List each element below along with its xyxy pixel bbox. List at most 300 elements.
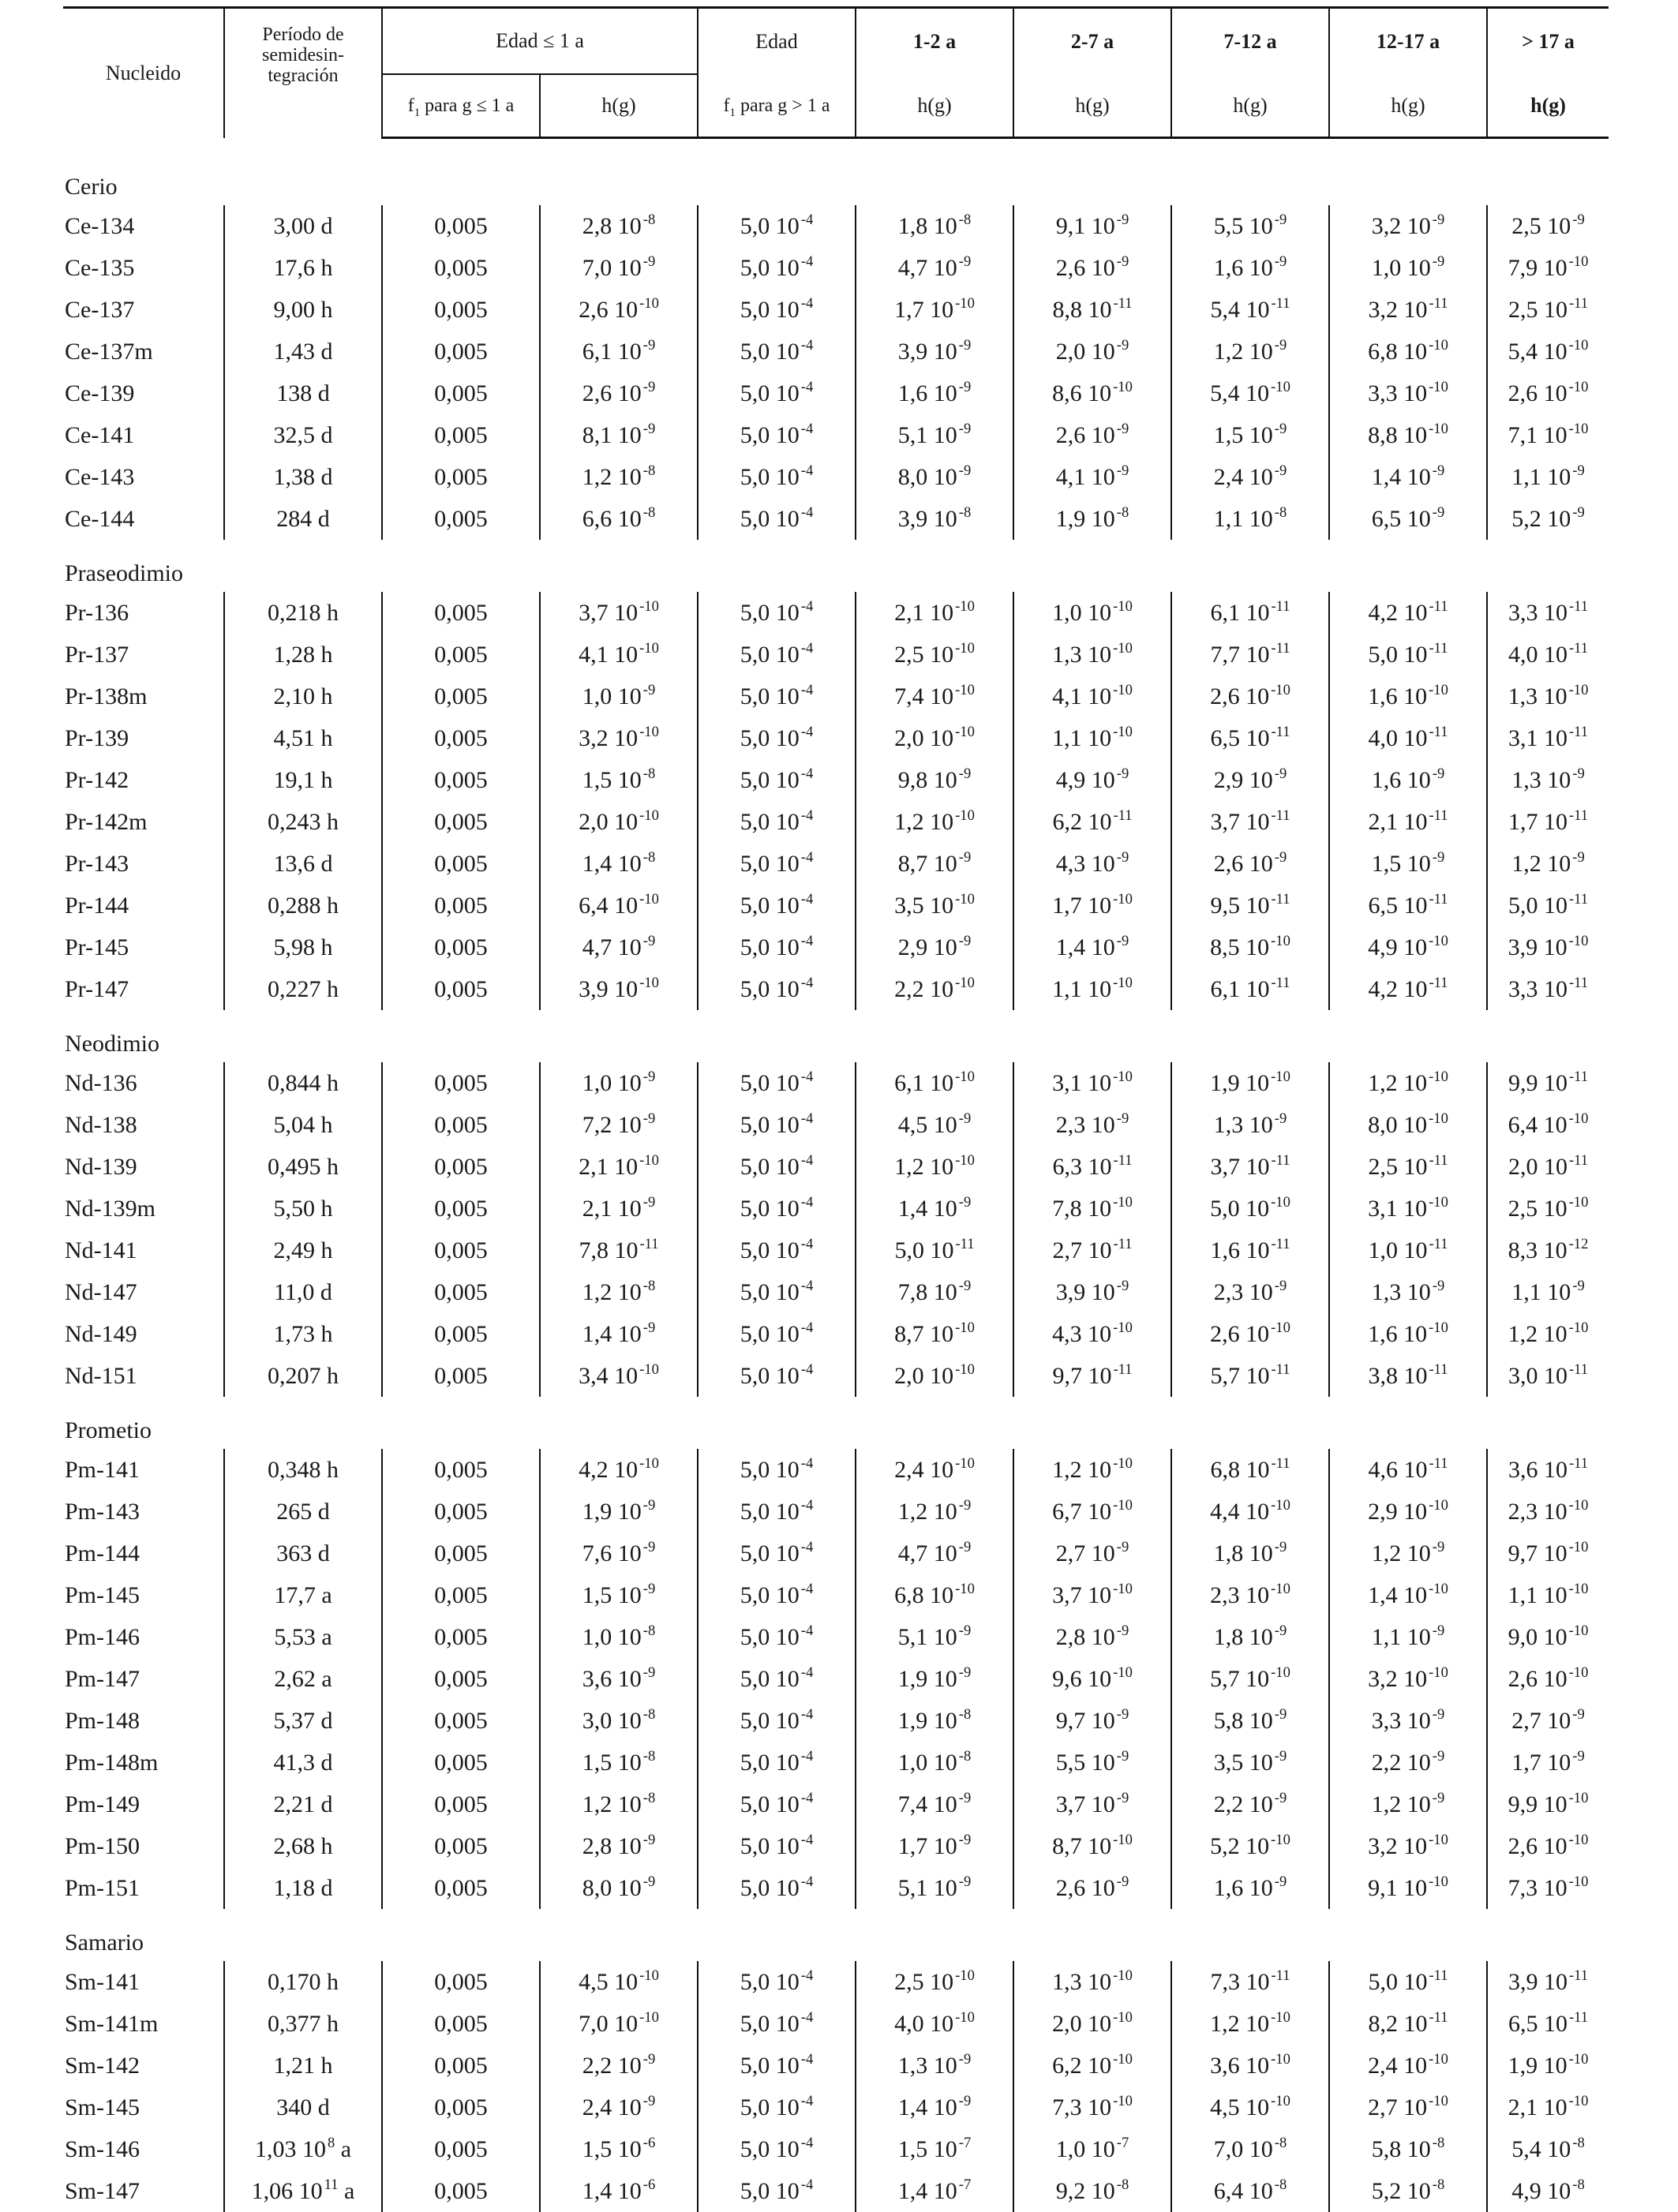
mantissa: 2,8 bbox=[1056, 1624, 1086, 1650]
exponent: -4 bbox=[801, 765, 814, 782]
mantissa: 1,2 bbox=[582, 1279, 612, 1305]
cell-half-life bbox=[224, 1574, 382, 1616]
mantissa: 1,0 bbox=[582, 1624, 612, 1650]
cell-hg-gt17: 5,4 10 $^{-8}$ bbox=[1487, 2128, 1609, 2170]
exponent: -4 bbox=[801, 1581, 814, 1597]
cell-f1-adult: 5,0 10 $^{-4}$ bbox=[698, 1491, 856, 1533]
cell-hg-2-7: 6,3 10 $^{-11}$ bbox=[1013, 1146, 1171, 1188]
mantissa: 5,0 bbox=[740, 1112, 770, 1138]
mantissa: 1,0 bbox=[582, 1070, 612, 1096]
exponent: -11 bbox=[1569, 295, 1588, 312]
cell-hg-1-2: 2,0 10 $^{-10}$ bbox=[856, 717, 1013, 759]
cell-hg-2-7: 1,7 10 $^{-10}$ bbox=[1013, 885, 1171, 926]
cell-hg-infant: 1,5 10 $^{-6}$ bbox=[540, 2128, 698, 2170]
cell-nucleido: Nd-141 bbox=[63, 1230, 224, 1271]
mantissa: 8,0 bbox=[1368, 1112, 1398, 1138]
mantissa: 2,8 bbox=[582, 1833, 612, 1859]
cell-f1-adult: 5,0 10 $^{-4}$ bbox=[698, 2170, 856, 2212]
mantissa: 1,6 bbox=[1214, 1875, 1244, 1901]
mantissa: 9,1 bbox=[1056, 213, 1086, 239]
mantissa: 2,5 bbox=[894, 642, 924, 668]
exponent: -10 bbox=[955, 1361, 975, 1378]
mantissa: 5,0 bbox=[740, 255, 770, 281]
cell-hg-2-7: 4,3 10 $^{-9}$ bbox=[1013, 843, 1171, 885]
cell-f1-adult: 5,0 10 $^{-4}$ bbox=[698, 1188, 856, 1230]
cell-half-life bbox=[224, 1449, 382, 1491]
cell-half-life bbox=[224, 1658, 382, 1700]
group-row bbox=[63, 540, 1609, 592]
cell-nucleido: Sm-146 bbox=[63, 2128, 224, 2170]
group-row bbox=[63, 1909, 1609, 1961]
cell-f1-infant: 0,005 bbox=[382, 1355, 540, 1397]
cell-hg-gt17: 3,9 10 $^{-11}$ bbox=[1487, 1961, 1609, 2003]
cell-f1-adult: 5,0 10 $^{-4}$ bbox=[698, 885, 856, 926]
cell-f1-infant: 0,005 bbox=[382, 1867, 540, 1909]
mantissa: 2,6 bbox=[1508, 1666, 1538, 1692]
cell-f1-adult: 5,0 10 $^{-4}$ bbox=[698, 498, 856, 540]
cell-hg-gt17: 9,9 10 $^{-11}$ bbox=[1487, 1062, 1609, 1104]
mantissa: 6,8 bbox=[1210, 1457, 1240, 1483]
mantissa: 1,4 bbox=[582, 851, 612, 877]
mantissa: 2,0 bbox=[1508, 1154, 1538, 1180]
cell-hg-infant: 8,1 10 $^{-9}$ bbox=[540, 414, 698, 456]
mantissa: 2,5 bbox=[1508, 297, 1538, 323]
mantissa: 9,2 bbox=[1056, 2178, 1086, 2204]
exponent: -9 bbox=[1117, 211, 1129, 228]
mantissa: 5,0 bbox=[740, 893, 770, 919]
mantissa: 2,6 bbox=[1508, 1833, 1538, 1859]
mantissa: 1,6 bbox=[1368, 1321, 1398, 1347]
cell-hg-12-17: 3,1 10 $^{-10}$ bbox=[1329, 1188, 1487, 1230]
cell-f1-infant: 0,005 bbox=[382, 843, 540, 885]
mantissa: 1,4 bbox=[1056, 934, 1086, 960]
cell-f1-adult: 5,0 10 $^{-4}$ bbox=[698, 289, 856, 331]
half-life-value: 2,10 h bbox=[274, 683, 333, 709]
exponent: -10 bbox=[1113, 724, 1133, 740]
exponent: -10 bbox=[639, 1967, 659, 1984]
exponent: -11 bbox=[1271, 891, 1290, 908]
exponent: -4 bbox=[801, 211, 814, 228]
exponent: -4 bbox=[801, 891, 814, 908]
exponent: -10 bbox=[1569, 337, 1589, 354]
mantissa: 5,0 bbox=[894, 1237, 924, 1263]
cell-hg-12-17: 1,3 10 $^{-9}$ bbox=[1329, 1271, 1487, 1313]
mantissa: 5,0 bbox=[740, 1457, 770, 1483]
exponent: -9 bbox=[1117, 1278, 1129, 1294]
exponent: -10 bbox=[1429, 1664, 1448, 1681]
cell-f1-adult: 5,0 10 $^{-4}$ bbox=[698, 331, 856, 372]
cell-hg-infant: 7,8 10 $^{-11}$ bbox=[540, 1230, 698, 1271]
mantissa: 6,1 bbox=[1210, 976, 1240, 1002]
cell-half-life bbox=[224, 843, 382, 885]
exponent: -9 bbox=[959, 2051, 972, 2068]
group-row bbox=[63, 1010, 1609, 1062]
exponent: -10 bbox=[1113, 1967, 1133, 1984]
cell-f1-adult: 5,0 10 $^{-4}$ bbox=[698, 1574, 856, 1616]
mantissa: 6,7 bbox=[1052, 1499, 1082, 1525]
cell-hg-1-2: 7,8 10 $^{-9}$ bbox=[856, 1271, 1013, 1313]
table-row bbox=[63, 289, 1609, 331]
cell-nucleido: Pm-143 bbox=[63, 1491, 224, 1533]
cell-f1-infant: 0,005 bbox=[382, 926, 540, 968]
cell-f1-infant: 0,005 bbox=[382, 1188, 540, 1230]
cell-hg-7-12: 2,9 10 $^{-9}$ bbox=[1171, 759, 1329, 801]
exponent: -10 bbox=[1113, 1194, 1133, 1211]
exponent: -11 bbox=[1271, 807, 1290, 824]
exponent: -11 bbox=[1271, 1236, 1290, 1252]
mantissa: 1,0 bbox=[1368, 1237, 1398, 1263]
cell-hg-7-12: 6,5 10 $^{-11}$ bbox=[1171, 717, 1329, 759]
exponent: -9 bbox=[959, 379, 972, 395]
mantissa: 5,0 bbox=[740, 2178, 770, 2204]
mantissa: 4,6 bbox=[1368, 1457, 1398, 1483]
mantissa: 3,8 bbox=[1368, 1363, 1398, 1389]
mantissa: 5,0 bbox=[1368, 642, 1398, 668]
cell-hg-infant: 2,6 10 $^{-9}$ bbox=[540, 372, 698, 414]
mantissa: 1,4 bbox=[898, 2094, 928, 2120]
mantissa: 7,8 bbox=[1052, 1196, 1082, 1222]
mantissa: 2,6 bbox=[1056, 422, 1086, 448]
half-life-value: 17,7 a bbox=[274, 1582, 331, 1608]
cell-hg-infant: 2,4 10 $^{-9}$ bbox=[540, 2087, 698, 2128]
mantissa: 3,7 bbox=[1056, 1791, 1086, 1817]
mantissa: 1,7 bbox=[1508, 809, 1538, 835]
header-f1-gt1: $f_1$ para g > 1 a bbox=[698, 74, 856, 138]
exponent: -11 bbox=[1569, 640, 1588, 657]
cell-hg-2-7: 1,3 10 $^{-10}$ bbox=[1013, 634, 1171, 676]
exponent: -11 bbox=[1429, 1236, 1448, 1252]
mantissa: 6,1 bbox=[1210, 600, 1240, 626]
cell-f1-adult: 5,0 10 $^{-4}$ bbox=[698, 1062, 856, 1104]
exponent: -9 bbox=[1117, 1539, 1129, 1555]
table-row bbox=[63, 247, 1609, 289]
exponent: -8 bbox=[643, 1278, 656, 1294]
cell-hg-gt17: 5,2 10 $^{-9}$ bbox=[1487, 498, 1609, 540]
mantissa: 7,3 bbox=[1210, 1969, 1240, 1995]
exponent: -10 bbox=[955, 598, 975, 615]
cell-hg-7-12: 2,6 10 $^{-9}$ bbox=[1171, 843, 1329, 885]
cell-half-life bbox=[224, 247, 382, 289]
cell-hg-infant: 2,0 10 $^{-10}$ bbox=[540, 801, 698, 843]
exponent: -10 bbox=[1113, 891, 1133, 908]
mantissa: 5,0 bbox=[740, 2094, 770, 2120]
cell-hg-infant: 1,4 10 $^{-8}$ bbox=[540, 843, 698, 885]
cell-hg-2-7: 9,6 10 $^{-10}$ bbox=[1013, 1658, 1171, 1700]
mantissa: 3,9 bbox=[1056, 1279, 1086, 1305]
exponent: -10 bbox=[639, 724, 659, 740]
mantissa: 1,9 bbox=[582, 1499, 612, 1525]
half-life-value: 5,04 h bbox=[274, 1112, 333, 1138]
exponent: -9 bbox=[1117, 253, 1129, 270]
exponent: -10 bbox=[1429, 682, 1448, 698]
cell-hg-12-17: 4,2 10 $^{-11}$ bbox=[1329, 592, 1487, 634]
exponent: -9 bbox=[1433, 1539, 1445, 1555]
half-life-value: 4,51 h bbox=[274, 725, 333, 751]
exponent: -9 bbox=[1433, 1278, 1445, 1294]
cell-hg-infant: 7,0 10 $^{-9}$ bbox=[540, 247, 698, 289]
header-edad: Edad bbox=[698, 8, 856, 75]
half-life-unit: a bbox=[335, 2136, 351, 2162]
cell-nucleido: Pr-136 bbox=[63, 592, 224, 634]
exponent: -11 bbox=[1569, 598, 1588, 615]
exponent: -9 bbox=[959, 933, 972, 949]
cell-hg-infant: 2,6 10 $^{-10}$ bbox=[540, 289, 698, 331]
exponent: -9 bbox=[643, 933, 656, 949]
cell-hg-7-12: 9,5 10 $^{-11}$ bbox=[1171, 885, 1329, 926]
cell-hg-12-17: 5,0 10 $^{-11}$ bbox=[1329, 634, 1487, 676]
cell-hg-infant: 1,5 10 $^{-9}$ bbox=[540, 1574, 698, 1616]
mantissa: 2,6 bbox=[1056, 255, 1086, 281]
exponent: -4 bbox=[801, 975, 814, 991]
cell-hg-1-2: 2,1 10 $^{-10}$ bbox=[856, 592, 1013, 634]
mantissa: 3,6 bbox=[1508, 1457, 1538, 1483]
cell-hg-1-2: 4,7 10 $^{-9}$ bbox=[856, 1533, 1013, 1574]
exponent: -4 bbox=[801, 1319, 814, 1336]
table-row bbox=[63, 1867, 1609, 1909]
header-age-12-17: 12-17 a bbox=[1329, 8, 1487, 75]
cell-nucleido: Sm-141 bbox=[63, 1961, 224, 2003]
exponent: -10 bbox=[1569, 1110, 1589, 1127]
mantissa: 3,0 bbox=[582, 1708, 612, 1734]
mantissa: 6,8 bbox=[1368, 339, 1398, 365]
cell-f1-adult: 5,0 10 $^{-4}$ bbox=[698, 759, 856, 801]
exponent: -9 bbox=[959, 1110, 972, 1127]
mantissa: 3,2 bbox=[1368, 1666, 1398, 1692]
exponent: -9 bbox=[1433, 211, 1445, 228]
mantissa: 3,5 bbox=[894, 893, 924, 919]
mantissa: 5,0 bbox=[1210, 1196, 1240, 1222]
cell-half-life bbox=[224, 1062, 382, 1104]
half-life-value: 3,00 d bbox=[274, 213, 333, 239]
mantissa: 1,2 bbox=[1052, 1457, 1082, 1483]
exponent: -10 bbox=[1569, 1873, 1589, 1890]
mantissa: 3,3 bbox=[1368, 380, 1398, 406]
mantissa: 1,2 bbox=[1214, 339, 1244, 365]
mantissa: 2,6 bbox=[1210, 1321, 1240, 1347]
cell-nucleido: Ce-144 bbox=[63, 498, 224, 540]
cell-f1-adult: 5,0 10 $^{-4}$ bbox=[698, 2087, 856, 2128]
cell-half-life bbox=[224, 498, 382, 540]
mantissa: 2,2 bbox=[894, 976, 924, 1002]
cell-hg-2-7: 3,7 10 $^{-9}$ bbox=[1013, 1783, 1171, 1825]
exponent: -4 bbox=[801, 598, 814, 615]
exponent: -10 bbox=[1429, 2093, 1448, 2109]
mantissa: 2,6 bbox=[1508, 380, 1538, 406]
cell-nucleido: Pr-147 bbox=[63, 968, 224, 1010]
exponent: -9 bbox=[1275, 421, 1287, 437]
half-life-value: 5,50 h bbox=[274, 1196, 333, 1222]
dose-coefficient-table bbox=[63, 6, 1609, 2212]
exponent: -4 bbox=[801, 1706, 814, 1723]
mantissa: 3,7 bbox=[579, 600, 609, 626]
exponent: -9 bbox=[1117, 933, 1129, 949]
exponent: -9 bbox=[1275, 1623, 1287, 1639]
table-row bbox=[63, 2170, 1609, 2212]
mantissa: 1,0 bbox=[1056, 2136, 1086, 2162]
exponent: -4 bbox=[801, 849, 814, 866]
exponent: -4 bbox=[801, 724, 814, 740]
mantissa: 5,0 bbox=[740, 767, 770, 793]
mantissa: 1,2 bbox=[582, 1791, 612, 1817]
cell-hg-1-2: 8,0 10 $^{-9}$ bbox=[856, 456, 1013, 498]
cell-hg-2-7: 1,4 10 $^{-9}$ bbox=[1013, 926, 1171, 968]
exponent: -4 bbox=[801, 337, 814, 354]
header-edad-le1: Edad ≤ 1 a bbox=[382, 8, 698, 75]
cell-f1-adult: 5,0 10 $^{-4}$ bbox=[698, 2003, 856, 2045]
half-life-value: 138 d bbox=[276, 380, 330, 406]
cell-nucleido: Pm-150 bbox=[63, 1825, 224, 1867]
exponent: -9 bbox=[1572, 211, 1585, 228]
exponent: -7 bbox=[1117, 2135, 1129, 2151]
mantissa: 6,5 bbox=[1372, 506, 1402, 532]
mantissa: 2,5 bbox=[1511, 213, 1541, 239]
cell-hg-2-7: 9,1 10 $^{-9}$ bbox=[1013, 205, 1171, 247]
exponent: -9 bbox=[643, 1539, 656, 1555]
mantissa: 1,6 bbox=[1214, 255, 1244, 281]
mantissa: 1,6 bbox=[1368, 683, 1398, 709]
cell-nucleido: Ce-137m bbox=[63, 331, 224, 372]
cell-hg-12-17: 1,2 10 $^{-10}$ bbox=[1329, 1062, 1487, 1104]
mantissa: 5,0 bbox=[740, 213, 770, 239]
table-row bbox=[63, 456, 1609, 498]
exponent: -9 bbox=[1117, 337, 1129, 354]
cell-hg-gt17: 3,0 10 $^{-11}$ bbox=[1487, 1355, 1609, 1397]
cell-hg-1-2: 7,4 10 $^{-9}$ bbox=[856, 1783, 1013, 1825]
cell-hg-7-12: 5,7 10 $^{-10}$ bbox=[1171, 1658, 1329, 1700]
cell-hg-gt17: 2,0 10 $^{-11}$ bbox=[1487, 1146, 1609, 1188]
cell-hg-gt17: 1,2 10 $^{-10}$ bbox=[1487, 1313, 1609, 1355]
cell-hg-7-12: 1,2 10 $^{-9}$ bbox=[1171, 331, 1329, 372]
cell-f1-adult: 5,0 10 $^{-4}$ bbox=[698, 1825, 856, 1867]
cell-hg-2-7: 9,2 10 $^{-8}$ bbox=[1013, 2170, 1171, 2212]
cell-hg-infant: 4,5 10 $^{-10}$ bbox=[540, 1961, 698, 2003]
exponent: -9 bbox=[959, 2093, 972, 2109]
cell-hg-infant: 3,9 10 $^{-10}$ bbox=[540, 968, 698, 1010]
exponent: -11 bbox=[1569, 1361, 1588, 1378]
cell-hg-gt17: 1,2 10 $^{-9}$ bbox=[1487, 843, 1609, 885]
exponent: -10 bbox=[1271, 1497, 1290, 1514]
cell-hg-infant: 1,2 10 $^{-8}$ bbox=[540, 1271, 698, 1313]
cell-nucleido: Nd-138 bbox=[63, 1104, 224, 1146]
mantissa: 1,6 bbox=[1210, 1237, 1240, 1263]
table-row bbox=[63, 1616, 1609, 1658]
cell-half-life bbox=[224, 289, 382, 331]
cell-f1-adult: 5,0 10 $^{-4}$ bbox=[698, 247, 856, 289]
mantissa: 7,4 bbox=[898, 1791, 928, 1817]
cell-nucleido: Pm-145 bbox=[63, 1574, 224, 1616]
mantissa: 7,8 bbox=[579, 1237, 609, 1263]
cell-nucleido: Nd-139 bbox=[63, 1146, 224, 1188]
mantissa: 2,3 bbox=[1210, 1582, 1240, 1608]
mantissa: 2,7 bbox=[1056, 1540, 1086, 1566]
cell-hg-2-7: 2,3 10 $^{-9}$ bbox=[1013, 1104, 1171, 1146]
cell-f1-infant: 0,005 bbox=[382, 2045, 540, 2087]
cell-hg-1-2: 2,4 10 $^{-10}$ bbox=[856, 1449, 1013, 1491]
mantissa: 4,0 bbox=[1508, 642, 1538, 668]
cell-hg-1-2: 1,9 10 $^{-8}$ bbox=[856, 1700, 1013, 1742]
cell-hg-2-7: 3,7 10 $^{-10}$ bbox=[1013, 1574, 1171, 1616]
cell-hg-7-12: 1,6 10 $^{-9}$ bbox=[1171, 1867, 1329, 1909]
exponent: -7 bbox=[959, 2176, 972, 2193]
exponent: -9 bbox=[643, 1664, 656, 1681]
cell-half-life bbox=[224, 634, 382, 676]
cell-hg-gt17: 2,5 10 $^{-11}$ bbox=[1487, 289, 1609, 331]
exponent: -11 bbox=[1113, 1152, 1132, 1169]
mantissa: 2,2 bbox=[1372, 1750, 1402, 1776]
exponent: -9 bbox=[959, 337, 972, 354]
mantissa: 5,0 bbox=[740, 809, 770, 835]
mantissa: 5,4 bbox=[1508, 339, 1538, 365]
mantissa: 4,1 bbox=[1056, 464, 1086, 490]
cell-hg-1-2: 3,5 10 $^{-10}$ bbox=[856, 885, 1013, 926]
half-life-value: 2,21 d bbox=[274, 1791, 333, 1817]
cell-nucleido: Pr-144 bbox=[63, 885, 224, 926]
mantissa: 1,2 bbox=[894, 809, 924, 835]
header-hg-12-17: h(g) bbox=[1329, 74, 1487, 138]
mantissa: 1,2 bbox=[1210, 2011, 1240, 2037]
mantissa: 9,5 bbox=[1210, 893, 1240, 919]
cell-half-life bbox=[224, 1355, 382, 1397]
exponent: -11 bbox=[1271, 1152, 1290, 1169]
cell-hg-2-7: 7,8 10 $^{-10}$ bbox=[1013, 1188, 1171, 1230]
cell-hg-1-2: 6,8 10 $^{-10}$ bbox=[856, 1574, 1013, 1616]
half-life-value: 19,1 h bbox=[274, 767, 333, 793]
mantissa: 1,7 bbox=[1511, 1750, 1541, 1776]
mantissa: 5,0 bbox=[740, 422, 770, 448]
cell-nucleido: Ce-137 bbox=[63, 289, 224, 331]
cell-hg-2-7: 1,1 10 $^{-10}$ bbox=[1013, 968, 1171, 1010]
mantissa: 2,6 bbox=[1210, 683, 1240, 709]
mantissa: 5,0 bbox=[740, 976, 770, 1002]
mantissa: 4,5 bbox=[1210, 2094, 1240, 2120]
mantissa: 2,0 bbox=[579, 809, 609, 835]
mantissa: 5,7 bbox=[1210, 1363, 1240, 1389]
cell-hg-7-12: 5,7 10 $^{-11}$ bbox=[1171, 1355, 1329, 1397]
exponent: -11 bbox=[1429, 1361, 1448, 1378]
cell-f1-infant: 0,005 bbox=[382, 717, 540, 759]
exponent: -8 bbox=[1572, 2176, 1585, 2193]
cell-nucleido: Pr-142m bbox=[63, 801, 224, 843]
mantissa: 1,1 bbox=[1372, 1624, 1402, 1650]
half-life-value: 11,0 d bbox=[274, 1279, 332, 1305]
table-row bbox=[63, 1230, 1609, 1271]
exponent: -8 bbox=[959, 1706, 972, 1723]
exponent: -10 bbox=[1113, 2051, 1133, 2068]
mantissa: 5,0 bbox=[740, 1363, 770, 1389]
cell-half-life bbox=[224, 1742, 382, 1783]
mantissa: 5,0 bbox=[740, 1666, 770, 1692]
cell-hg-gt17: 1,7 10 $^{-9}$ bbox=[1487, 1742, 1609, 1783]
mantissa: 8,1 bbox=[582, 422, 612, 448]
cell-hg-7-12: 3,6 10 $^{-10}$ bbox=[1171, 2045, 1329, 2087]
cell-hg-infant: 7,6 10 $^{-9}$ bbox=[540, 1533, 698, 1574]
exponent: -10 bbox=[1429, 2051, 1448, 2068]
cell-hg-1-2: 4,0 10 $^{-10}$ bbox=[856, 2003, 1013, 2045]
cell-hg-7-12: 1,2 10 $^{-10}$ bbox=[1171, 2003, 1329, 2045]
cell-hg-gt17: 6,5 10 $^{-11}$ bbox=[1487, 2003, 1609, 2045]
cell-hg-infant: 1,9 10 $^{-9}$ bbox=[540, 1491, 698, 1533]
cell-hg-7-12: 3,7 10 $^{-11}$ bbox=[1171, 1146, 1329, 1188]
mantissa: 9,1 bbox=[1368, 1875, 1398, 1901]
cell-f1-adult: 5,0 10 $^{-4}$ bbox=[698, 1867, 856, 1909]
exponent: -10 bbox=[1569, 1623, 1589, 1639]
exponent: -11 bbox=[1429, 891, 1448, 908]
exponent: -10 bbox=[1569, 1581, 1589, 1597]
mantissa: 7,3 bbox=[1052, 2094, 1082, 2120]
mantissa: 2,5 bbox=[894, 1969, 924, 1995]
exponent: -4 bbox=[801, 253, 814, 270]
group-label: Praseodimio bbox=[63, 540, 1609, 592]
